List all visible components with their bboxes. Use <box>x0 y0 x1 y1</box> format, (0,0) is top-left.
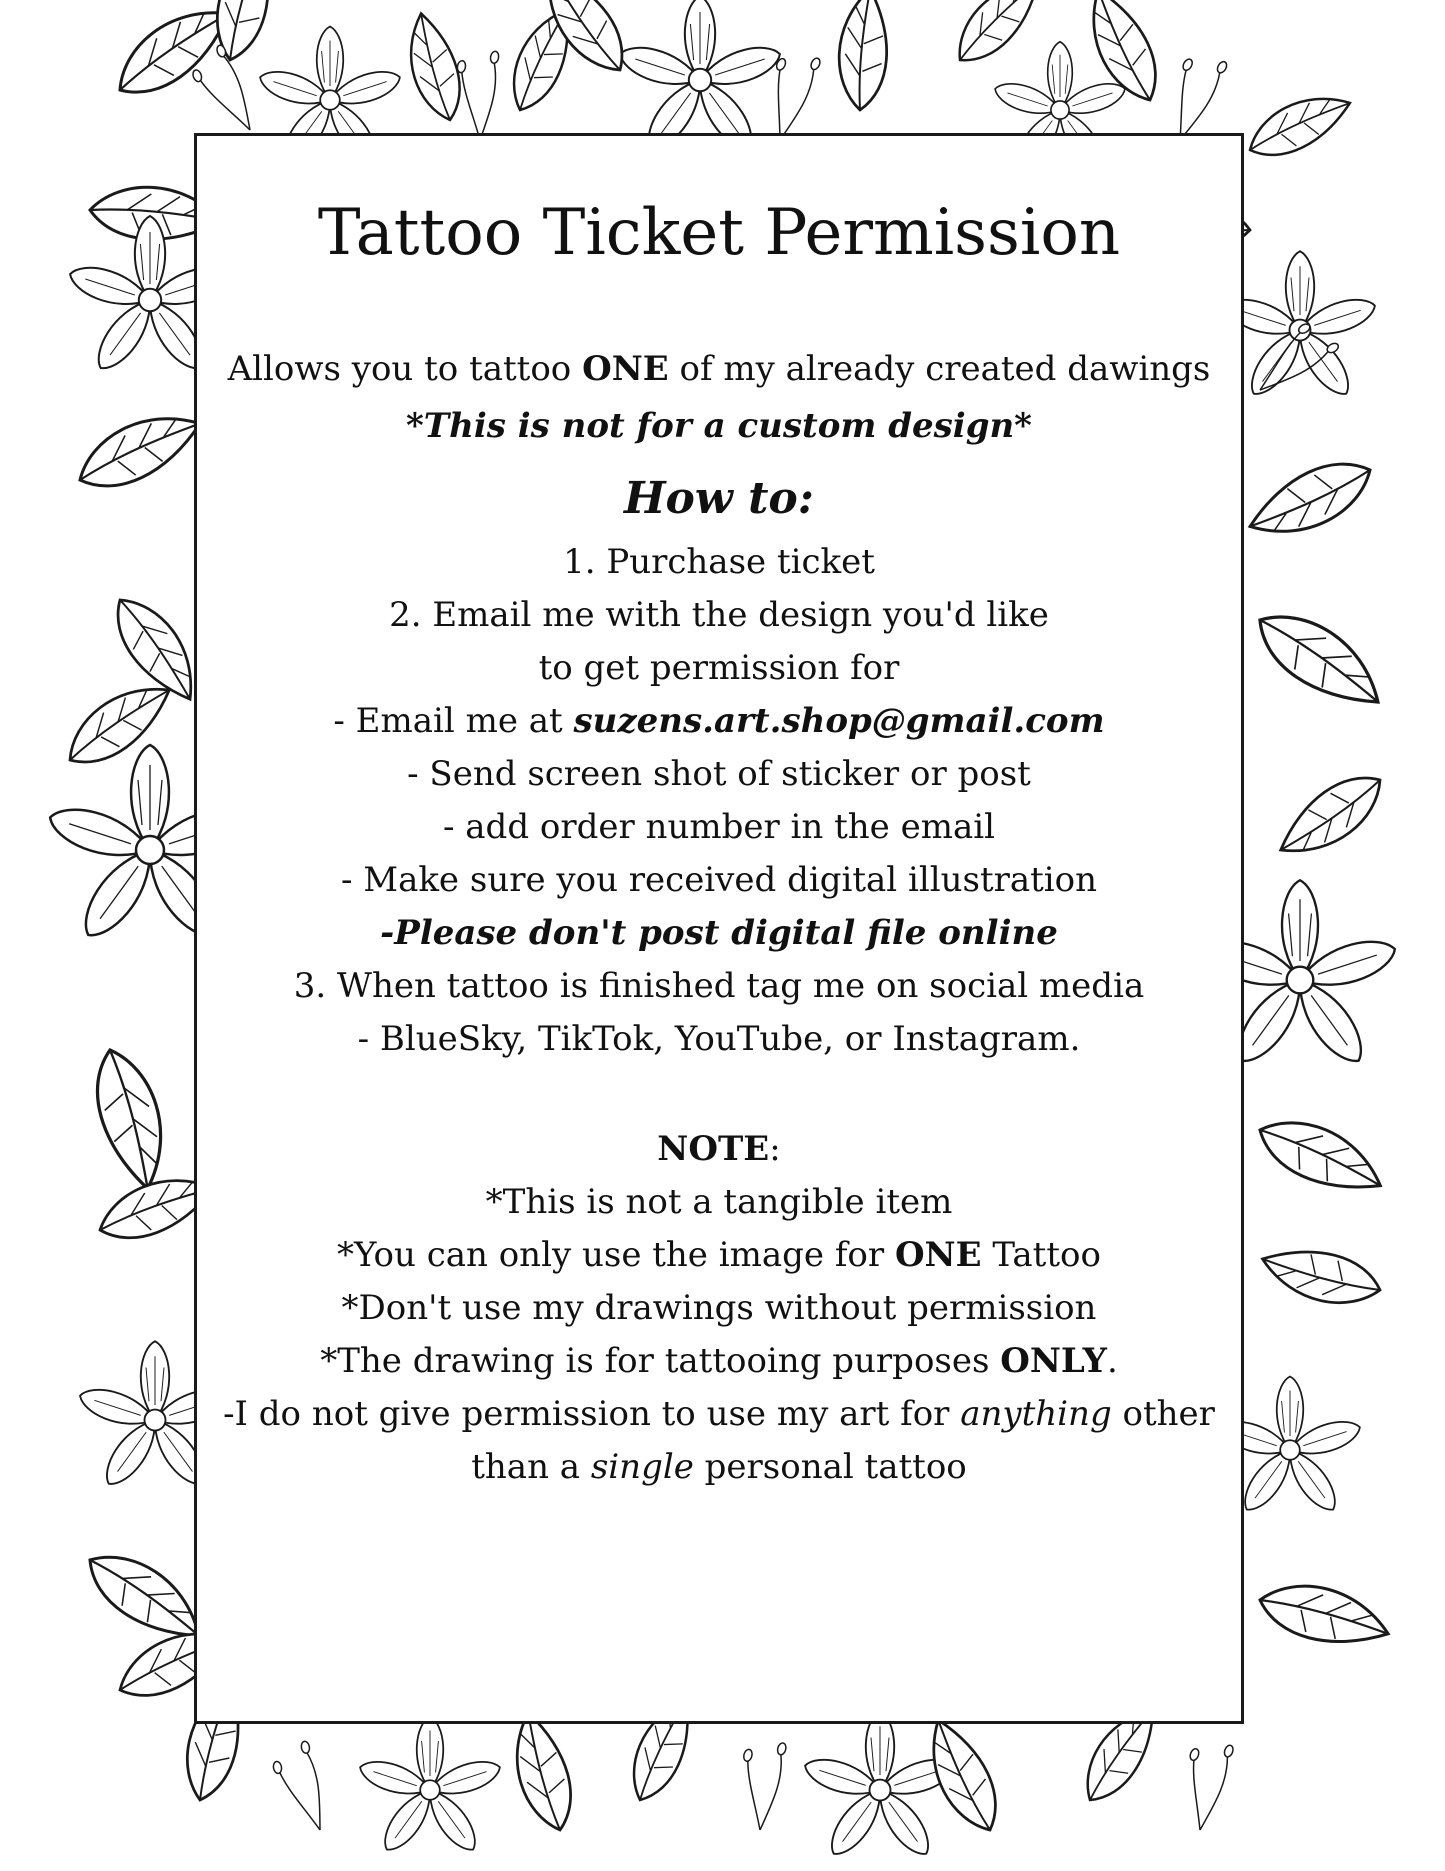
note-colon: : <box>769 1129 781 1169</box>
intro-post: of my already created dawings <box>668 349 1211 389</box>
note-4-post: . <box>1106 1341 1118 1381</box>
note-2-post: Tattoo <box>981 1235 1101 1275</box>
email-pre: - Email me at <box>333 701 574 741</box>
sub-step-order-number: - add order number in the email <box>442 807 995 847</box>
social-platforms: - BlueSky, TikTok, YouTube, or Instagram. <box>357 1019 1081 1059</box>
note-3: *Don't use my drawings without permission <box>341 1288 1097 1328</box>
email-line <box>197 699 1241 743</box>
note-4-bold: ONLY <box>1000 1341 1107 1381</box>
step-2-line-1: 2. Email me with the design you'd like <box>389 595 1049 635</box>
sub-step-screenshot: - Send screen shot of sticker or post <box>407 754 1031 794</box>
intro-pre: Allows you to tattoo <box>227 349 583 389</box>
how-to-heading: How to: <box>623 473 815 524</box>
note-5-post: other <box>1111 1394 1215 1434</box>
note-5-pre: -I do not give permission to use my art for <box>223 1394 961 1434</box>
step-1: 1. Purchase ticket <box>563 542 875 582</box>
note-5 <box>197 1392 1241 1436</box>
note-4 <box>197 1339 1241 1383</box>
note-1: *This is not a tangible item <box>485 1182 953 1222</box>
sub-step-dont-post: -Please don't post digital file online <box>380 913 1058 953</box>
ticket-card <box>194 133 1244 1724</box>
intro-bold: ONE <box>582 349 669 389</box>
intro-line <box>197 347 1241 391</box>
step-2-line-2: to get permission for <box>538 648 900 688</box>
step-3: 3. When tattoo is finished tag me on social media <box>293 966 1145 1006</box>
note-heading <box>197 1127 1241 1171</box>
note-2-pre: *You can only use the image for <box>337 1235 895 1275</box>
custom-design-disclaimer: *This is not for a custom design* <box>406 406 1032 446</box>
email-address: suzens.art.shop@gmail.com <box>573 701 1105 741</box>
note-6 <box>197 1445 1241 1489</box>
note-label: NOTE <box>657 1129 770 1169</box>
sub-step-digital-illustration: - Make sure you received digital illustration <box>340 860 1098 900</box>
note-2 <box>197 1233 1241 1277</box>
note-2-bold: ONE <box>894 1235 982 1275</box>
note-6-pre: than a <box>471 1447 591 1487</box>
note-6-italic: single <box>590 1447 694 1487</box>
page-title: Tattoo Ticket Permission <box>317 196 1121 270</box>
note-5-italic: anything <box>960 1394 1112 1434</box>
note-6-post: personal tattoo <box>693 1447 967 1487</box>
note-4-pre: *The drawing is for tattooing purposes <box>320 1341 1001 1381</box>
